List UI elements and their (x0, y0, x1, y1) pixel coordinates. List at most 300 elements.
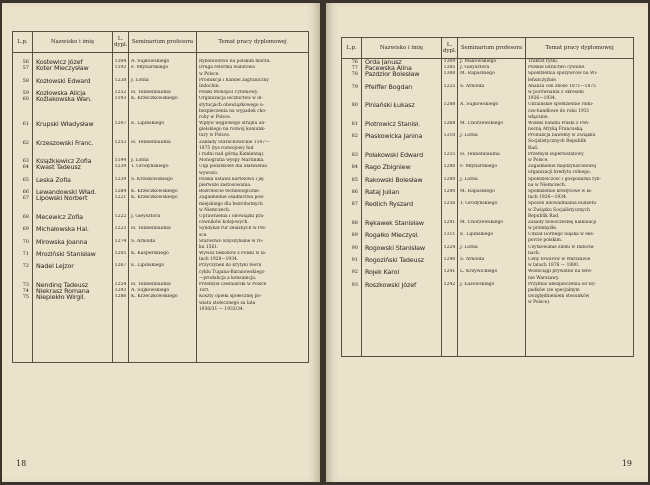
topic-line: Koszty opieki społecznej po- (199, 294, 262, 300)
topic-line: w Polsce). (528, 300, 551, 306)
cell-name: Rękawek Stanisław (362, 220, 442, 232)
cell-lp: 82 (342, 133, 362, 152)
topic-line: w Niemczech. (199, 207, 231, 213)
cell-lp: 93 (342, 282, 362, 307)
topic-line: w latach 1876 — 1880. (528, 263, 580, 269)
topic-line: padków (ze specjalnym (528, 287, 580, 293)
cell-diploma-number: 1239 (113, 164, 129, 176)
cell-seminar: H. Tennenbauma (129, 90, 197, 96)
cell-lp: 85 (342, 177, 362, 189)
cell-name: Mirowska Joanna (33, 239, 113, 251)
cell-diploma-number: 1221 (113, 195, 129, 214)
topic-line: Rybołówstwo na polskim morzu. (199, 59, 271, 65)
topic-line: w Związku Socjalistycznych (528, 207, 590, 213)
table-row (342, 189, 634, 201)
cell-diploma-number: 1268 (442, 121, 458, 133)
cell-topic (197, 251, 309, 263)
cell-lp: 76 (342, 59, 362, 66)
topic-line: Republik Rad. (528, 213, 560, 219)
cell-topic (197, 313, 309, 363)
topic-line: nocną Afryką Francuską. (528, 127, 584, 133)
cell-diploma-number: 1239 (113, 177, 129, 189)
cell-seminar: H. Tennenbauma (129, 226, 197, 238)
cell-name: Koźlakowska Wan. (33, 96, 113, 121)
topic-line: wiatu stołecznego za lata (199, 300, 256, 306)
cell-lp (13, 53, 33, 60)
cell-lp: 70 (13, 239, 33, 251)
cell-lp: 72 (13, 263, 33, 282)
cell-diploma-number: 1291 (442, 220, 458, 232)
table-header (342, 38, 634, 59)
cell-lp (342, 307, 362, 357)
cell-diploma-number: 1290 (442, 189, 458, 201)
cell-lp: 57 (13, 65, 33, 77)
cell-diploma-number: 1286 (113, 294, 129, 313)
cell-lp: 91 (342, 257, 362, 269)
cell-seminar: S. Arnolda (458, 257, 526, 269)
cell-diploma-number: 1224 (442, 245, 458, 257)
cell-diploma-number: 1285 (442, 65, 458, 71)
cell-seminar: K. Krzeczkowskiego (129, 195, 197, 214)
cell-topic (526, 164, 634, 176)
cell-name: Krzeszowski Franc. (33, 140, 113, 159)
table-row (13, 53, 309, 60)
cell-seminar: A. Sujkowskiego (129, 288, 197, 294)
cell-name: Rago Zbigniew (362, 164, 442, 176)
table-row (13, 121, 309, 140)
header-diploma-number: L. dypl. (113, 32, 129, 53)
cell-diploma-number: 1241 (442, 269, 458, 281)
cell-topic (197, 78, 309, 90)
topic-line: gielskiego na rozwój koniunk- (199, 127, 266, 133)
cell-topic (197, 177, 309, 189)
header-lp: L.p. (13, 32, 33, 53)
topic-line: Indochin. (199, 83, 220, 89)
cell-lp: 79 (342, 84, 362, 103)
table-row (13, 140, 309, 159)
table-row (13, 313, 309, 363)
cell-lp: 74 (13, 288, 33, 294)
cell-name: Niekrasz Romana (33, 288, 113, 294)
cell-topic (526, 220, 634, 232)
cell-seminar: S. Arnolda (458, 84, 526, 103)
cell-diploma-number: 1194 (113, 158, 129, 164)
thesis-table-left (12, 31, 309, 363)
cell-lp: 84 (342, 164, 362, 176)
cell-lp: 62 (13, 140, 33, 159)
table-row (13, 251, 309, 263)
header-name: Nazwisko i imię (33, 32, 113, 53)
topic-line: Polskie lotnictwo cywilne. (528, 65, 586, 71)
topic-line: Zasady nowoczesnej kalkulacji (528, 219, 597, 225)
topic-line: Przyczynek do krytyki teorii (199, 263, 262, 269)
cell-diploma-number: 1304 (113, 59, 129, 65)
cell-topic (526, 59, 634, 66)
cell-diploma-number: 1254 (113, 282, 129, 288)
cell-name: Rataj Julian (362, 189, 442, 201)
cell-name: Redlich Ryszard (362, 201, 442, 220)
cell-topic (197, 121, 309, 140)
topic-line: Produkcja i handel zagraniczny (199, 77, 269, 83)
cell-name: Piotrowicz Stanisł. (362, 121, 442, 133)
topic-line: leńszczyźnie. (528, 77, 558, 83)
table-row (13, 177, 309, 189)
cell-topic (197, 140, 309, 159)
topic-line: uwzględnieniem stosunków (528, 294, 590, 300)
topic-line: Wodociągi prywatne na tere- (528, 269, 593, 275)
cell-name: Kozłowski Edward (33, 78, 113, 90)
topic-line: roby w Polsce. (199, 114, 232, 120)
cell-diploma-number: 1222 (113, 214, 129, 226)
cell-seminar: H. Tennenbauma (129, 282, 197, 288)
topic-line: nach. (528, 250, 541, 256)
topic-line: Przymus ubezpieczenia od wy- (528, 281, 597, 287)
cell-seminar: E. Lipińskiego (129, 121, 197, 140)
topic-line: Użytkowanie ziemi w Indochi- (528, 244, 595, 250)
cell-lp: 67 (13, 195, 33, 214)
cell-name: Lipowski Norbert (33, 195, 113, 214)
topic-line: Bezrobocie technologiczne. (199, 189, 261, 195)
cell-seminar: T. Grodyńskiego (129, 164, 197, 176)
topic-line: pierwsze zastosowania. (199, 182, 252, 188)
cell-name: Rojek Karol (362, 269, 442, 281)
table-row (342, 133, 634, 152)
cell-lp: 66 (13, 189, 33, 195)
topic-line: cyklu Tugana-Baranowskiego (199, 269, 265, 275)
cell-topic (526, 71, 634, 83)
cell-diploma-number: 1238 (113, 78, 129, 90)
cell-lp: 78 (342, 71, 362, 83)
topic-line: Rad. (528, 145, 539, 151)
topic-line: organizacji kredytu rolnego. (528, 170, 591, 176)
cell-lp: 65 (13, 177, 33, 189)
topic-line: Zagadnienie międzynarodowej (528, 164, 597, 170)
table-row (13, 226, 309, 238)
cell-name: Rogałko Mieczysł. (362, 232, 442, 244)
table-body (13, 53, 309, 363)
cell-lp: 61 (13, 121, 33, 140)
cell-name: Leska Zofia (33, 177, 113, 189)
cell-diploma-number: 1193 (113, 96, 129, 121)
cell-seminar: E. Lipińskiego (129, 263, 197, 282)
cell-diploma-number: 1284 (113, 189, 129, 195)
table-row (342, 84, 634, 103)
cell-seminar: T. Grodyńskiego (458, 201, 526, 220)
topic-line: —produkcja a konsumcja. (199, 275, 257, 281)
topic-line: Polska ustawa kartelowa i jej (199, 176, 264, 182)
topic-line: Spółdzielnia spożywców na Wi- (528, 71, 598, 77)
cell-seminar: J. Lotha (458, 177, 526, 189)
cell-name: Koter Mieczysław (33, 65, 113, 77)
cell-lp: 68 (13, 214, 33, 226)
cell-topic (197, 226, 309, 238)
cell-diploma-number: 1293 (113, 288, 129, 294)
cell-diploma-number: 1242 (442, 282, 458, 307)
header-name: Nazwisko i imię (362, 38, 442, 59)
topic-line: Druga reforma walutowa (199, 65, 255, 71)
topic-line: Widoki handlu Polski z Póh- (528, 120, 590, 126)
cell-name: Książkiewicz Zofia (33, 158, 113, 164)
table-row (342, 152, 634, 164)
header-topic: Temat pracy dyplomowej (197, 32, 309, 53)
cell-topic (526, 121, 634, 133)
cell-topic (526, 232, 634, 244)
cell-seminar: J. Lotha (129, 78, 197, 90)
cell-name: Mroziński Stanisław (33, 251, 113, 263)
cell-name: Rogoziński Tadeusz (362, 257, 442, 269)
topic-line: w Polsce. (528, 158, 549, 164)
cell-topic (526, 257, 634, 269)
cell-lp: 88 (342, 220, 362, 232)
cell-name: Kozłowska Alicja (33, 90, 113, 96)
cell-diploma-number: 1255 (442, 152, 458, 164)
topic-line: i rudni nad górną Kamienną). (199, 152, 265, 158)
table-row (342, 257, 634, 269)
cell-topic (526, 152, 634, 164)
cell-lp: 75 (13, 294, 33, 313)
cell-topic (526, 133, 634, 152)
topic-line: 1930/31 — 1933/34. (199, 306, 245, 312)
cell-diploma-number: 1225 (442, 84, 458, 103)
cell-seminar: K. Kasperskiego (129, 251, 197, 263)
cell-name: Płaskowicka Janina (362, 133, 442, 152)
topic-line (528, 350, 632, 356)
cell-seminar: L. Krzywickiego (458, 269, 526, 281)
cell-seminar: K. Krzeczkowskiego (129, 96, 197, 121)
cell-name: Michałowska Hal. (33, 226, 113, 238)
topic-line: 1926—1934. (528, 96, 557, 102)
thesis-table-right (341, 37, 634, 357)
topic-line: w porównaniu z okresem (528, 89, 584, 95)
cell-topic (197, 263, 309, 282)
table-row (342, 282, 634, 307)
topic-line: włącznie. (528, 114, 549, 120)
cell-diploma-number: 1253 (113, 140, 129, 159)
cell-seminar: M. Chorzewskiego (458, 220, 526, 232)
cell-seminar: F. Młynarskiego (129, 65, 197, 77)
cell-name: Piniański Łukasz (362, 102, 442, 121)
table-row (342, 232, 634, 244)
header-seminar: Seminarium profesora (458, 38, 526, 59)
topic-line: Ukraińskie spółdzielnie rolni- (528, 102, 594, 108)
cell-name: Kwast Tadeusz (33, 164, 113, 176)
cell-seminar (458, 307, 526, 357)
topic-line: Monografia wyspy Martinika. (199, 158, 265, 164)
topic-line: Starostwo Knyszyńskie w ro- (199, 238, 264, 244)
cell-name: Rakowski Bolesław (362, 177, 442, 189)
cell-topic (197, 53, 309, 60)
cell-diploma-number (442, 307, 458, 357)
topic-line: stytucjach obowiązkowego u- (199, 102, 265, 108)
cell-seminar (129, 53, 197, 60)
cell-seminar: J. Lotha (458, 133, 526, 152)
cell-seminar: A. Sujkowskiego (458, 102, 526, 121)
table-row (13, 164, 309, 176)
cell-seminar: H. Tennenbauma (129, 140, 197, 159)
left-page (2, 3, 320, 482)
header-seminar: Seminarium profesora (129, 32, 197, 53)
cell-lp: 56 (13, 59, 33, 65)
cell-diploma-number: 1280 (442, 164, 458, 176)
cell-seminar: A. Sujkowskiego (129, 59, 197, 65)
header-lp: L.p. (342, 38, 362, 59)
cell-diploma-number: 1289 (442, 177, 458, 189)
topic-line: Analiza cen zboże 1871—1875 (528, 83, 596, 89)
cell-name (362, 307, 442, 357)
cell-name: Krupski Władysław (33, 121, 113, 140)
topic-line: tach 1928—1934. (199, 257, 239, 263)
table-row (13, 195, 309, 214)
cell-topic (526, 177, 634, 189)
cell-diploma-number: 1309 (442, 59, 458, 66)
cell-lp: 80 (342, 102, 362, 121)
cell-topic (526, 189, 634, 201)
cell-lp: 81 (342, 121, 362, 133)
table-row (13, 96, 309, 121)
cell-seminar: J. Gieysztora (129, 214, 197, 226)
cell-diploma-number: 1240 (442, 257, 458, 269)
topic-line: Socjalistycznych Republik (528, 139, 586, 145)
cell-lp: 69 (13, 226, 33, 238)
page-number: 19 (621, 459, 632, 468)
table-body (342, 59, 634, 357)
topic-line: Zakłady Starachowickie 1547— (199, 139, 270, 145)
cell-diploma-number: 1223 (113, 226, 129, 238)
cell-lp (13, 313, 33, 363)
topic-line: Sposób udowadniania budżetu (528, 201, 597, 207)
table-row (13, 263, 309, 282)
cell-diploma-number: 1311 (442, 232, 458, 244)
table-row (13, 294, 309, 313)
cell-seminar: M. Rapackiego (458, 189, 526, 201)
cell-topic (197, 65, 309, 77)
cell-seminar: J. Gieysztora (458, 65, 526, 71)
header-topic: Temat pracy dyplomowej (526, 38, 634, 59)
cell-name: Nending Tadeusz (33, 282, 113, 288)
page-number: 18 (16, 459, 27, 468)
cell-diploma-number (113, 313, 129, 363)
table-row (13, 214, 309, 226)
topic-line: Ulgi podatkowe dla ułatwienia (199, 164, 267, 170)
topic-line: porcie polskim. (528, 238, 563, 244)
cell-seminar: F. Młynarskiego (458, 164, 526, 176)
table-row (342, 307, 634, 357)
topic-line: Torf. (199, 288, 210, 294)
cell-lp: 89 (342, 232, 362, 244)
cell-topic (526, 201, 634, 220)
topic-line: Udział Górnego Śląska w eks- (528, 232, 595, 238)
cell-lp: 59 (13, 90, 33, 96)
table-row (342, 220, 634, 232)
cell-name: Lewandowski Wład. (33, 189, 113, 195)
cell-topic (526, 269, 634, 281)
cell-name: Kostewicz Józef (33, 59, 113, 65)
cell-lp: 60 (13, 96, 33, 121)
cell-topic (526, 84, 634, 103)
cell-lp: 86 (342, 189, 362, 201)
topic-line: Przemysł superfosfatowy (528, 151, 584, 157)
topic-line: czo-handlowe do roku 1931 (528, 108, 590, 114)
topic-line: bezpieczenia na wypadek cho- (199, 108, 267, 114)
topic-line: Przemysł cześniarski w Polsce (199, 282, 267, 287)
cell-diploma-number: 1274 (113, 239, 129, 251)
topic-line: tury w Polsce. (199, 133, 231, 139)
cell-topic (526, 245, 634, 257)
table-row (342, 102, 634, 121)
table-row (342, 121, 634, 133)
topic-line: cowników kolejowych. (199, 220, 249, 226)
cell-diploma-number: 1207 (113, 121, 129, 140)
topic-line: na w Niemczech. (528, 182, 567, 188)
cell-name: Nadel Lejzor (33, 263, 113, 282)
cell-seminar: S. Arnolda (129, 239, 197, 251)
cell-topic (197, 214, 309, 226)
cell-topic (197, 294, 309, 313)
cell-seminar (129, 313, 197, 363)
topic-line: miejskiego dla bezrobotnych (199, 201, 263, 207)
header-diploma-number: L. dypl. (442, 38, 458, 59)
cell-seminar: K. Krzeczkowskiego (129, 294, 197, 313)
cell-seminar: S. Królikowskiego (129, 177, 197, 189)
topic-line: Traktat ryski. (528, 59, 559, 64)
cell-diploma-number: 1205 (113, 251, 129, 263)
cell-seminar: E. Lipińskiego (458, 232, 526, 244)
table-header (13, 32, 309, 53)
cell-diploma-number: 1252 (113, 90, 129, 96)
cell-lp: 73 (13, 282, 33, 288)
table-row (13, 239, 309, 251)
cell-name (33, 313, 113, 363)
cell-seminar: J. Łazowskiego (458, 282, 526, 307)
topic-line (199, 356, 307, 362)
table-row (342, 245, 634, 257)
cell-diploma-number: 1267 (113, 263, 129, 282)
topic-line: w przemyśle. (528, 226, 558, 232)
cell-seminar: M. Chorzewskiego (458, 121, 526, 133)
topic-line: Polski Monopol Tytoniowy. (199, 90, 259, 96)
cell-seminar: K. Krzeczkowskiego (129, 189, 197, 195)
cell-lp: 92 (342, 269, 362, 281)
topic-line: ku 1561. (199, 244, 219, 250)
table-row (342, 269, 634, 281)
cell-diploma-number: 1192 (113, 65, 129, 77)
table-row (13, 65, 309, 77)
cell-name: Orda Janusz (362, 59, 442, 66)
cell-name: Pazdzior Bolesław (362, 71, 442, 83)
table-row (342, 201, 634, 220)
cell-name: Mecewicz Zofia (33, 214, 113, 226)
cell-seminar: H. Tennenbauma (458, 152, 526, 164)
right-page (326, 3, 648, 482)
topic-line: Ceny towarów w Warszawie (528, 257, 591, 263)
cell-seminar: M. Rapackiego (458, 71, 526, 83)
topic-line: nie Warszawy. (528, 275, 560, 281)
cell-topic (526, 307, 634, 357)
cell-topic (197, 195, 309, 214)
topic-line: Wpływ węglowego strajku an- (199, 121, 266, 127)
cell-diploma-number: 1288 (442, 102, 458, 121)
cell-seminar: J. Makowskiego (458, 59, 526, 66)
table-row (13, 78, 309, 90)
cell-lp: 64 (13, 164, 33, 176)
cell-name (33, 53, 113, 60)
cell-topic (197, 164, 309, 176)
topic-line: Zagadnienie osadnictwa pod- (199, 195, 265, 201)
cell-lp: 87 (342, 201, 362, 220)
cell-name: Roszkowski Józef (362, 282, 442, 307)
cell-name: Połakowski Edward (362, 152, 442, 164)
table-row (342, 177, 634, 189)
